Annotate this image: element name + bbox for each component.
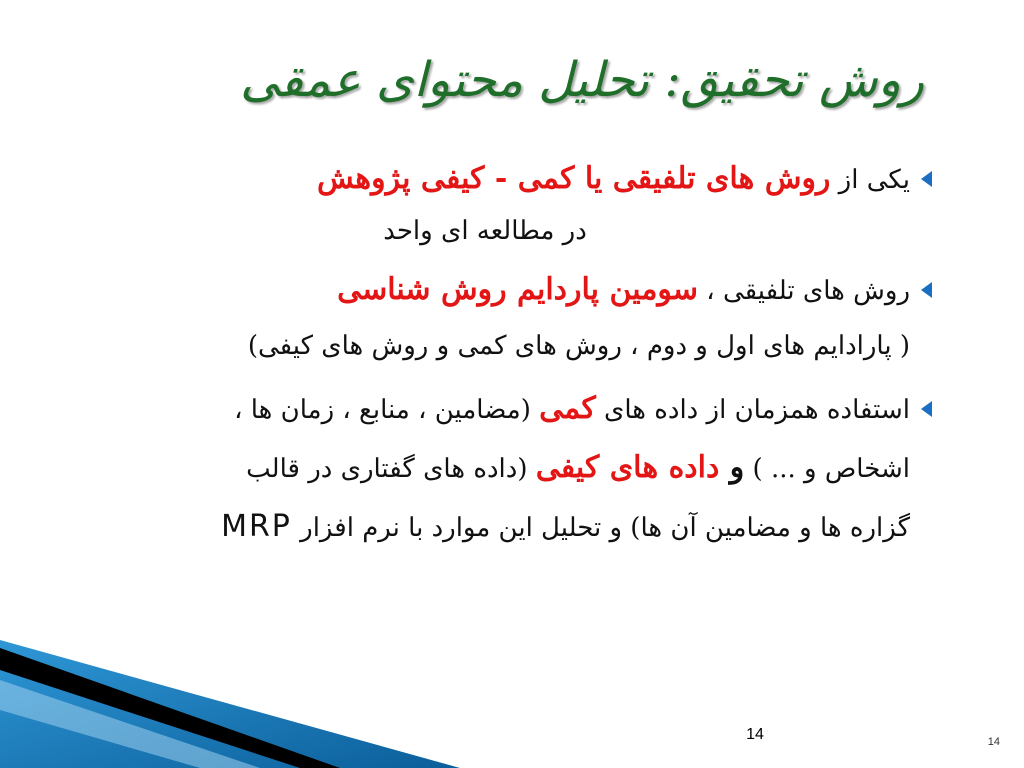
bullet-3-highlight-qualitative: داده های کیفی	[535, 450, 730, 485]
bullet-item-1	[60, 150, 940, 253]
bullet-3-highlight-quantitative: کمی	[539, 391, 596, 426]
bullet-3-line-3-text: گزاره ها و مضامین آن ها) و تحلیل این موارد با نرم افزار	[291, 513, 910, 543]
bullet-1-line-2	[60, 209, 910, 253]
bullet-triangle-icon	[921, 401, 932, 417]
bullet-3-line-2-suffix: (داده های گفتاری در قالب	[246, 454, 536, 484]
bullet-2-line-1	[60, 261, 910, 320]
bullet-triangle-icon	[921, 171, 932, 187]
bullet-1-prefix: یکی از	[830, 165, 910, 195]
page-number-center: 14	[746, 726, 764, 743]
bullet-3-line-2-prefix: اشخاص و ... )	[744, 454, 910, 484]
bullet-3-conjunction: و	[729, 450, 745, 485]
bullet-triangle-icon	[921, 282, 932, 298]
slide-body	[60, 150, 940, 565]
bullet-1-continuation: در مطالعه ای واحد	[383, 216, 587, 246]
slide-title: روش تحقیق: تحلیل محتوای عمقی	[240, 52, 924, 108]
bullet-item-3	[60, 380, 940, 557]
mrp-software-name: MRP	[221, 509, 292, 544]
bullet-2-line-2	[60, 320, 910, 372]
bullet-1-line-1	[60, 150, 910, 209]
bullet-3-line-1-prefix: استفاده همزمان از داده های	[595, 395, 910, 425]
bullet-1-highlight: روش های تلفیقی یا کمی - کیفی پژوهش	[317, 161, 831, 196]
bullet-3-line-1-suffix: (مضامین ، منابع ، زمان ها ،	[234, 395, 540, 425]
bullet-2-prefix: روش های تلفیقی ،	[698, 276, 910, 306]
bullet-3-line-3	[60, 498, 910, 557]
corner-decoration	[0, 640, 460, 768]
bullet-2-continuation: ( پارادایم های اول و دوم ، روش های کمی و روش های کیفی)	[247, 331, 910, 361]
bullet-3-line-1	[60, 380, 910, 439]
bullet-2-highlight: سومین پاردایم روش شناسی	[337, 272, 699, 307]
bullet-item-2	[60, 261, 940, 372]
bullet-3-line-2	[60, 439, 910, 498]
page-number-right: 14	[987, 736, 1000, 748]
